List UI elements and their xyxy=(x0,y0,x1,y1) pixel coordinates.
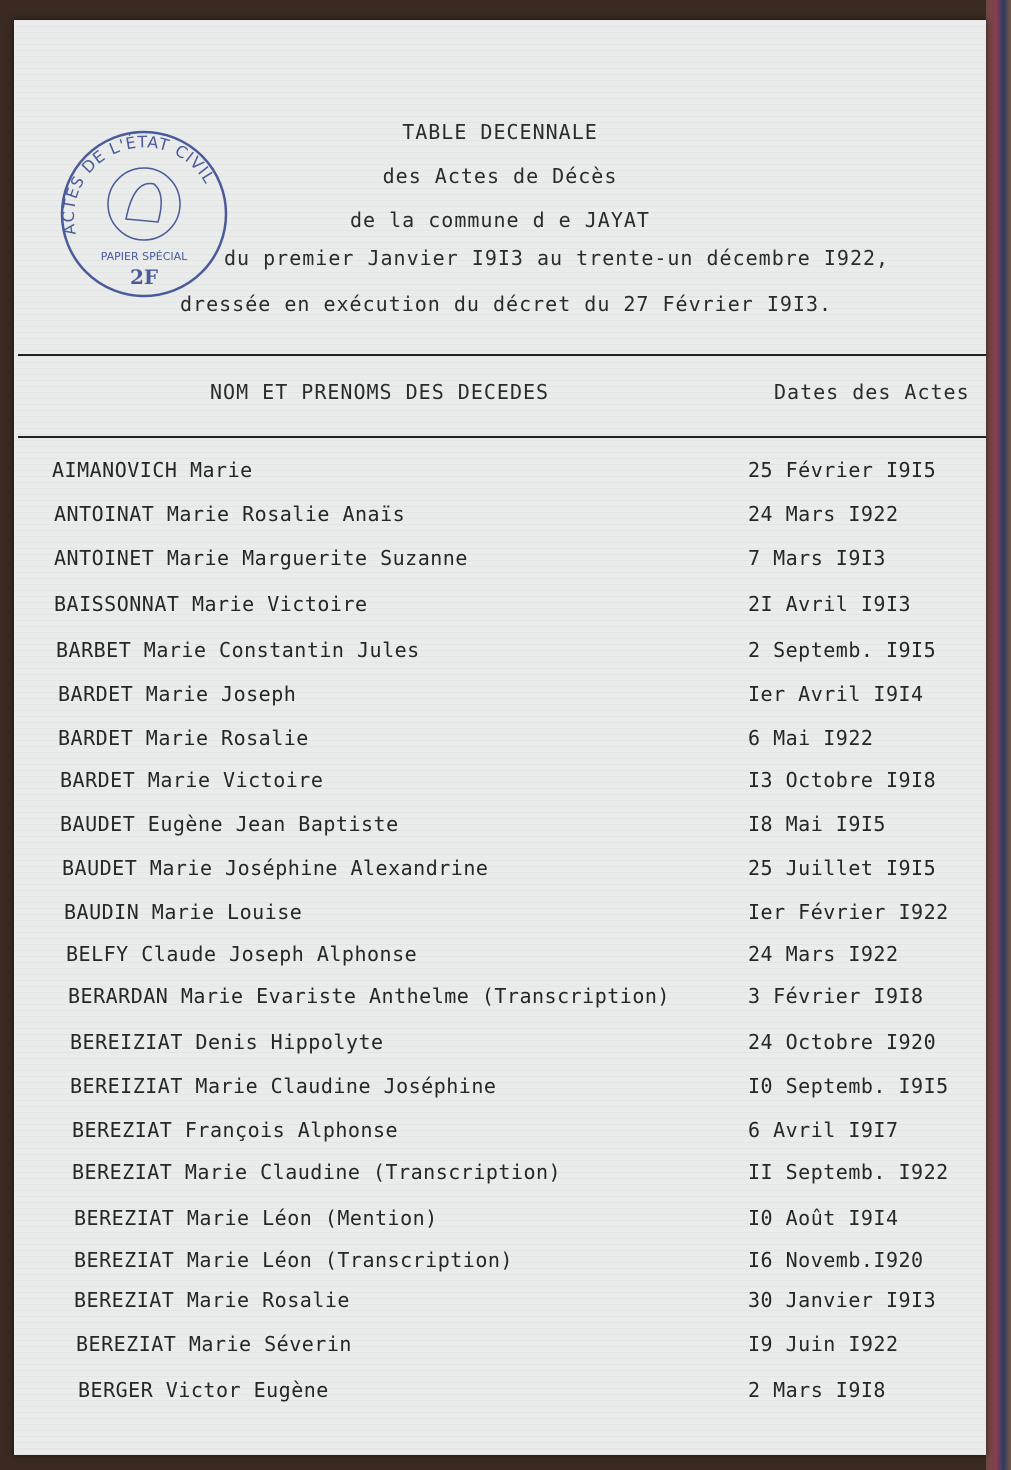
deceased-name: BAISSONNAT Marie Victoire xyxy=(54,592,368,616)
header-rule-top xyxy=(18,354,986,356)
deceased-name: BEREZIAT Marie Léon (Transcription) xyxy=(74,1248,513,1272)
deceased-name: BERARDAN Marie Evariste Anthelme (Transcription) xyxy=(68,984,670,1008)
list-item xyxy=(14,1206,986,1236)
deceased-name: BARDET Marie Joseph xyxy=(58,682,297,706)
deceased-name: BEREZIAT Marie Claudine (Transcription) xyxy=(72,1160,562,1184)
act-date: 25 Février I9I5 xyxy=(748,458,937,482)
deceased-name: ANTOINET Marie Marguerite Suzanne xyxy=(54,546,468,570)
list-item xyxy=(14,1248,986,1278)
doc-subtitle: des Actes de Décès xyxy=(382,164,618,188)
deceased-name: BARDET Marie Victoire xyxy=(60,768,324,792)
doc-commune: de la commune d e JAYAT xyxy=(350,208,650,232)
header-rule-bottom xyxy=(18,436,986,438)
act-date: 30 Janvier I9I3 xyxy=(748,1288,937,1312)
stamp-price: 2F xyxy=(129,265,159,289)
deceased-name: BELFY Claude Joseph Alphonse xyxy=(66,942,418,966)
act-date: Ier Février I922 xyxy=(748,900,949,924)
doc-decree: dressée en exécution du décret du 27 Février I9I3. xyxy=(180,292,833,316)
act-date: I0 Septemb. I9I5 xyxy=(748,1074,949,1098)
list-item xyxy=(14,984,986,1014)
list-item xyxy=(14,856,986,886)
doc-title: TABLE DECENNALE xyxy=(402,120,598,144)
list-item xyxy=(14,1332,986,1362)
act-date: I3 Octobre I9I8 xyxy=(748,768,937,792)
deceased-name: AIMANOVICH Marie xyxy=(52,458,253,482)
stamp-arc-text: ACTES DE L'ÉTAT CIVIL xyxy=(58,132,219,237)
deceased-name: BEREIZIAT Marie Claudine Joséphine xyxy=(70,1074,497,1098)
deceased-name: BEREIZIAT Denis Hippolyte xyxy=(70,1030,384,1054)
list-item xyxy=(14,458,986,488)
list-item xyxy=(14,1378,986,1408)
deceased-name: BEREZIAT Marie Rosalie xyxy=(74,1288,350,1312)
list-item xyxy=(14,592,986,622)
stamp-paper-text: PAPIER SPÉCIAL xyxy=(100,250,188,263)
act-date: 24 Octobre I920 xyxy=(748,1030,937,1054)
deceased-name: BARDET Marie Rosalie xyxy=(58,726,309,750)
list-item xyxy=(14,1288,986,1318)
act-date: 25 Juillet I9I5 xyxy=(748,856,937,880)
act-date: Ier Avril I9I4 xyxy=(748,682,924,706)
act-date: 24 Mars I922 xyxy=(748,502,899,526)
register-page xyxy=(14,20,986,1455)
act-date: I0 Août I9I4 xyxy=(748,1206,899,1230)
column-header-date: Dates des Actes xyxy=(774,380,970,404)
list-item xyxy=(14,1074,986,1104)
deceased-name: BEREZIAT François Alphonse xyxy=(72,1118,399,1142)
deceased-name: BAUDET Eugène Jean Baptiste xyxy=(60,812,399,836)
act-date: II Septemb. I922 xyxy=(748,1160,949,1184)
act-date: 7 Mars I9I3 xyxy=(748,546,886,570)
deceased-name: BARBET Marie Constantin Jules xyxy=(56,638,420,662)
act-date: 24 Mars I922 xyxy=(748,942,899,966)
act-date: 3 Février I9I8 xyxy=(748,984,924,1008)
list-item xyxy=(14,768,986,798)
list-item xyxy=(14,682,986,712)
act-date: 2 Septemb. I9I5 xyxy=(748,638,937,662)
book-edge xyxy=(986,0,1011,1470)
list-item xyxy=(14,900,986,930)
act-date: 6 Mai I922 xyxy=(748,726,874,750)
deceased-name: BAUDET Marie Joséphine Alexandrine xyxy=(62,856,489,880)
deceased-name: ANTOINAT Marie Rosalie Anaïs xyxy=(54,502,406,526)
list-item xyxy=(14,942,986,972)
list-item xyxy=(14,726,986,756)
list-item xyxy=(14,502,986,532)
act-date: 2 Mars I9I8 xyxy=(748,1378,886,1402)
deceased-name: BAUDIN Marie Louise xyxy=(64,900,303,924)
deceased-name: BEREZIAT Marie Léon (Mention) xyxy=(74,1206,438,1230)
doc-period: du premier Janvier I9I3 au trente-un décembre I922, xyxy=(224,246,890,270)
deceased-name: BEREZIAT Marie Séverin xyxy=(76,1332,352,1356)
act-date: 2I Avril I9I3 xyxy=(748,592,912,616)
act-date: I9 Juin I922 xyxy=(748,1332,899,1356)
list-item xyxy=(14,638,986,668)
column-header-name: NOM ET PRENOMS DES DECEDES xyxy=(210,380,550,404)
list-item xyxy=(14,546,986,576)
deceased-name: BERGER Victor Eugène xyxy=(78,1378,329,1402)
act-date: 6 Avril I9I7 xyxy=(748,1118,899,1142)
list-item xyxy=(14,1030,986,1060)
list-item xyxy=(14,1118,986,1148)
list-item xyxy=(14,812,986,842)
act-date: I8 Mai I9I5 xyxy=(748,812,886,836)
act-date: I6 Novemb.I920 xyxy=(748,1248,924,1272)
list-item xyxy=(14,1160,986,1190)
